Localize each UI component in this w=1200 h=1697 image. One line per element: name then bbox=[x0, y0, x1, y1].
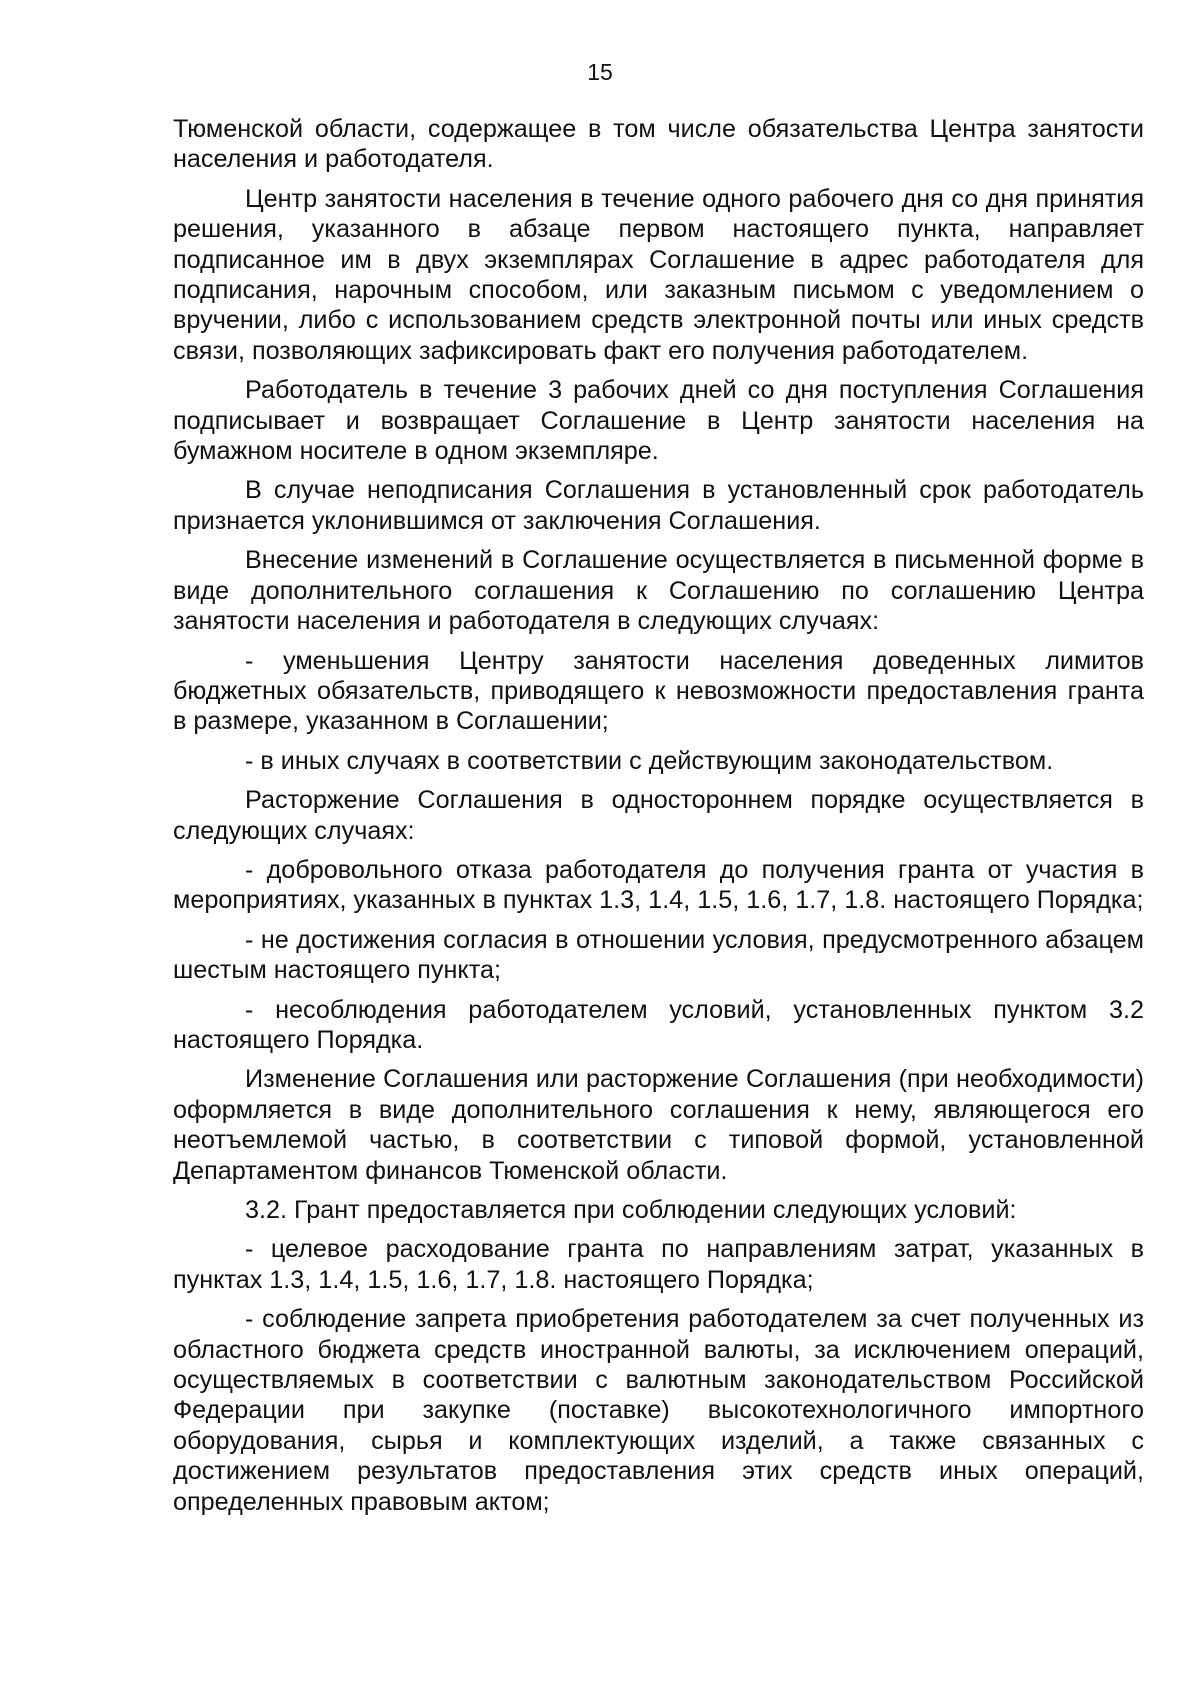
list-item-no-agreement: - не достижения согласия в отношении условия, предусмотренного абзацем шестым настоящего пункта; bbox=[173, 925, 1144, 985]
list-item-limit-reduction: - уменьшения Центру занятости населения доведенных лимитов бюджетных обязательств, приводящего к невозможности предоставления гранта в размере, указанном в Соглашении; bbox=[173, 646, 1144, 736]
paragraph-amendments: Внесение изменений в Соглашение осуществляется в письменной форме в виде дополнительного соглашения к Соглашению по соглашению Центра занятости населения и работодателя в следующих случаях: bbox=[173, 546, 1144, 636]
document-body bbox=[173, 114, 1144, 1517]
paragraph-termination: Расторжение Соглашения в одностороннем порядке осуществляется в следующих случаях: bbox=[173, 786, 1144, 845]
list-item-targeted-spending: - целевое расходование гранта по направлениям затрат, указанных в пунктах 1.3, 1.4, 1.5, 1.6, 1.7, 1.8. настоящего Порядка; bbox=[173, 1235, 1144, 1294]
paragraph-employer-signing: Работодатель в течение 3 рабочих дней со дня поступления Соглашения подписывает и возвращает Соглашение в Центр занятости населения на бумажном носителе в одном экземпляре. bbox=[173, 376, 1144, 466]
list-item-voluntary-refusal: - добровольного отказа работодателя до получения гранта от участия в мероприятиях, указанных в пунктах 1.3, 1.4, 1.5, 1.6, 1.7, 1.8. настоящего Порядка; bbox=[173, 855, 1144, 915]
list-item-other-cases: - в иных случаях в соответствии с действующим законодательством. bbox=[245, 746, 1054, 775]
paragraph-non-signing: В случае неподписания Соглашения в установленный срок работодатель признается уклонившимся от заключения Соглашения. bbox=[173, 476, 1144, 535]
list-item-currency-prohibition: - соблюдение запрета приобретения работодателем за счет полученных из областного бюджета средств иностранной валюты, за исключением операций, осуществляемых в соответствии с валютным законодательством Российской Федерации при закупке (поставке) высокотехнологичного импортного оборудования, сырья и комплектующих изделий, а также связанных с достижением результатов предоставления этих средств иных операций, определенных правовым актом; bbox=[173, 1305, 1144, 1516]
paragraph-continuation: Тюменской области, содержащее в том числе обязательства Центра занятости населения и работодателя. bbox=[173, 115, 1144, 174]
page-number: 15 bbox=[587, 59, 613, 85]
list-item-non-compliance: - несоблюдения работодателем условий, установленных пунктом 3.2 настоящего Порядка. bbox=[173, 995, 1144, 1054]
paragraph-change-formalization: Изменение Соглашения или расторжение Соглашения (при необходимости) оформляется в виде дополнительного соглашения к нему, являющегося его неотъемлемой частью, в соответствии с типовой формой, установленной Департаментом финансов Тюменской области. bbox=[173, 1065, 1144, 1185]
paragraph-notification: Центр занятости населения в течение одного рабочего дня со дня принятия решения, указанного в абзаце первом настоящего пункта, направляет подписанное им в двух экземплярах Соглашение в адрес работодателя для подписания, нарочным способом, или заказным письмом с уведомлением о вручении, либо с использованием средств электронной почты или иных средств связи, позволяющих зафиксировать факт его получения работодателем. bbox=[173, 184, 1144, 365]
section-heading-3-2: 3.2. Грант предоставляется при соблюдении следующих условий: bbox=[245, 1196, 1017, 1224]
